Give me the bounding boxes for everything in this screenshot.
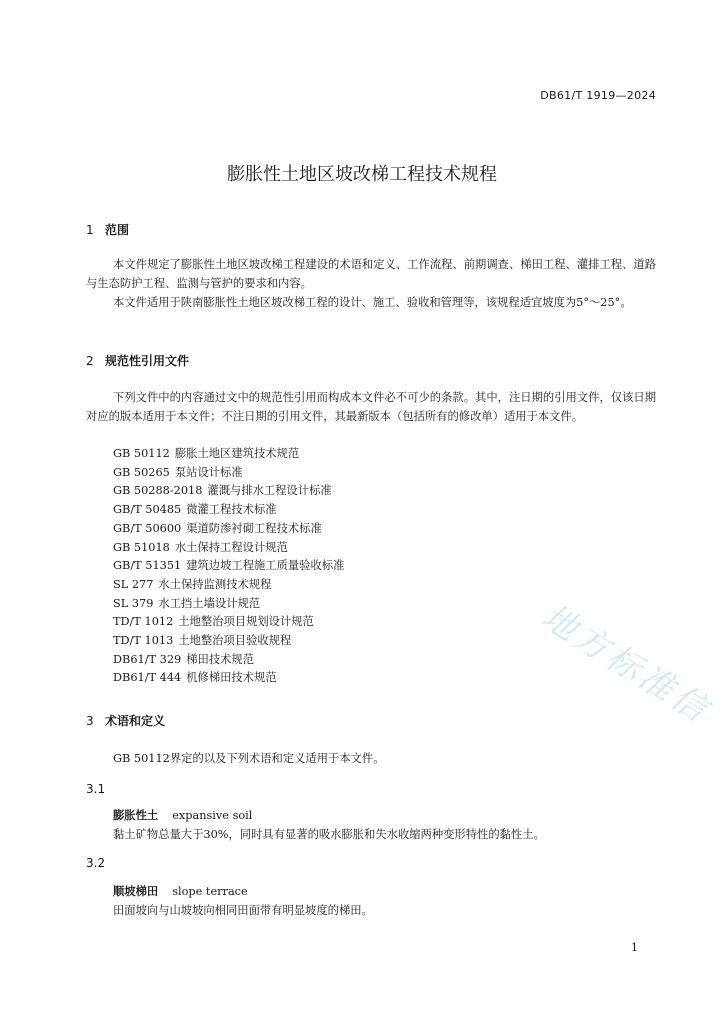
reference-item <box>113 651 344 670</box>
reference-item <box>113 632 344 651</box>
term-heading <box>113 883 248 899</box>
reference-name: 水土保持工程设计规范 <box>174 540 288 554</box>
reference-name: 膨胀土地区建筑技术规范 <box>174 447 300 460</box>
reference-code: TD/T 1012 <box>113 615 174 629</box>
reference-name: 灌溉与排水工程设计标准 <box>207 484 332 498</box>
paragraph: 本文件适用于陕南膨胀性土地区坡改梯工程的设计、施工、验收和管理等，该规程适宜坡度为5°～25°。 <box>113 296 632 309</box>
reference-code: GB/T 50485 <box>113 503 182 517</box>
section-2-heading <box>86 352 189 369</box>
section-1-body <box>86 255 656 312</box>
reference-item <box>113 669 344 688</box>
reference-code: GB 51018 <box>113 540 170 554</box>
reference-item <box>113 539 344 558</box>
reference-item <box>113 464 344 483</box>
section-number: 2 <box>86 354 94 368</box>
term-chinese: 顺坡梯田 <box>113 885 159 898</box>
reference-code: TD/T 1013 <box>113 634 174 648</box>
document-title: 膨胀性土地区坡改梯工程技术规程 <box>227 164 497 185</box>
term-definition: 田面坡向与山坡坡向相同田面带有明显坡度的梯田。 <box>113 904 373 917</box>
reference-code: GB/T 50600 <box>113 521 182 535</box>
section-title: 范围 <box>105 223 130 237</box>
reference-item <box>113 557 344 576</box>
paragraph: 下列文件中的内容通过文中的规范性引用而构成本文件必不可少的条款。其中，注日期的引用文件，仅该日期对应的版本适用于本文件；不注日期的引用文件，其最新版本（包括所有的修改单）适用于本文件。 <box>86 391 656 423</box>
reference-name: 梯田技术规范 <box>186 652 255 666</box>
reference-name: 土地整治项目规划设计规范 <box>178 615 314 629</box>
reference-name: 渠道防渗衬砌工程技术标准 <box>186 521 322 535</box>
section-1-heading <box>86 221 129 238</box>
reference-list <box>113 445 344 688</box>
reference-name: 泵站设计标准 <box>174 465 243 479</box>
standard-code: DB61/T 1919—2024 <box>540 89 656 102</box>
watermark: 地方标准信 <box>534 596 717 732</box>
section-number: 1 <box>86 223 94 237</box>
term-english: expansive soil <box>172 809 253 822</box>
reference-item <box>113 613 344 632</box>
reference-item <box>113 445 344 464</box>
reference-name: 水工挡土墙设计规范 <box>158 596 261 610</box>
reference-item <box>113 501 344 520</box>
reference-code: SL 379 <box>113 596 154 610</box>
reference-name: 建筑边坡工程施工质量验收标准 <box>186 559 345 573</box>
section-number: 3 <box>86 714 94 728</box>
term-english: slope terrace <box>172 885 248 898</box>
term-heading <box>113 807 252 823</box>
reference-code: DB61/T 444 <box>113 671 182 685</box>
reference-item <box>113 576 344 595</box>
reference-name: 微灌工程技术标准 <box>186 503 277 517</box>
reference-code: GB/T 51351 <box>113 559 182 573</box>
term-chinese: 膨胀性土 <box>113 809 159 822</box>
section-2-intro <box>86 388 656 426</box>
term-number: 3.1 <box>86 782 106 796</box>
reference-code: DB61/T 329 <box>113 652 182 666</box>
page-number: 1 <box>631 941 638 954</box>
term-number: 3.2 <box>86 856 106 870</box>
reference-name: 土地整治项目验收规程 <box>178 634 292 648</box>
term-definition: 黏土矿物总量大于30%，同时具有显著的吸水膨胀和失水收缩两种变形特性的黏性土。 <box>113 828 545 841</box>
section-title: 规范性引用文件 <box>105 354 190 368</box>
reference-code: GB 50265 <box>113 465 170 479</box>
section-3-heading <box>86 712 165 729</box>
section-3-intro: GB 50112界定的以及下列术语和定义适用于本文件。 <box>113 752 385 765</box>
reference-name: 机修梯田技术规范 <box>186 671 277 685</box>
reference-code: GB 50288-2018 <box>113 484 203 498</box>
paragraph: 本文件规定了膨胀性土地区坡改梯工程建设的术语和定义、工作流程、前期调查、梯田工程、灌排工程、道路与生态防护工程、监测与管护的要求和内容。 <box>86 258 656 290</box>
reference-item <box>113 520 344 539</box>
reference-item <box>113 595 344 614</box>
reference-code: SL 277 <box>113 577 154 591</box>
reference-code: GB 50112 <box>113 447 170 460</box>
section-title: 术语和定义 <box>105 714 166 728</box>
reference-name: 水土保持监测技术规程 <box>158 577 272 591</box>
reference-item <box>113 482 344 501</box>
